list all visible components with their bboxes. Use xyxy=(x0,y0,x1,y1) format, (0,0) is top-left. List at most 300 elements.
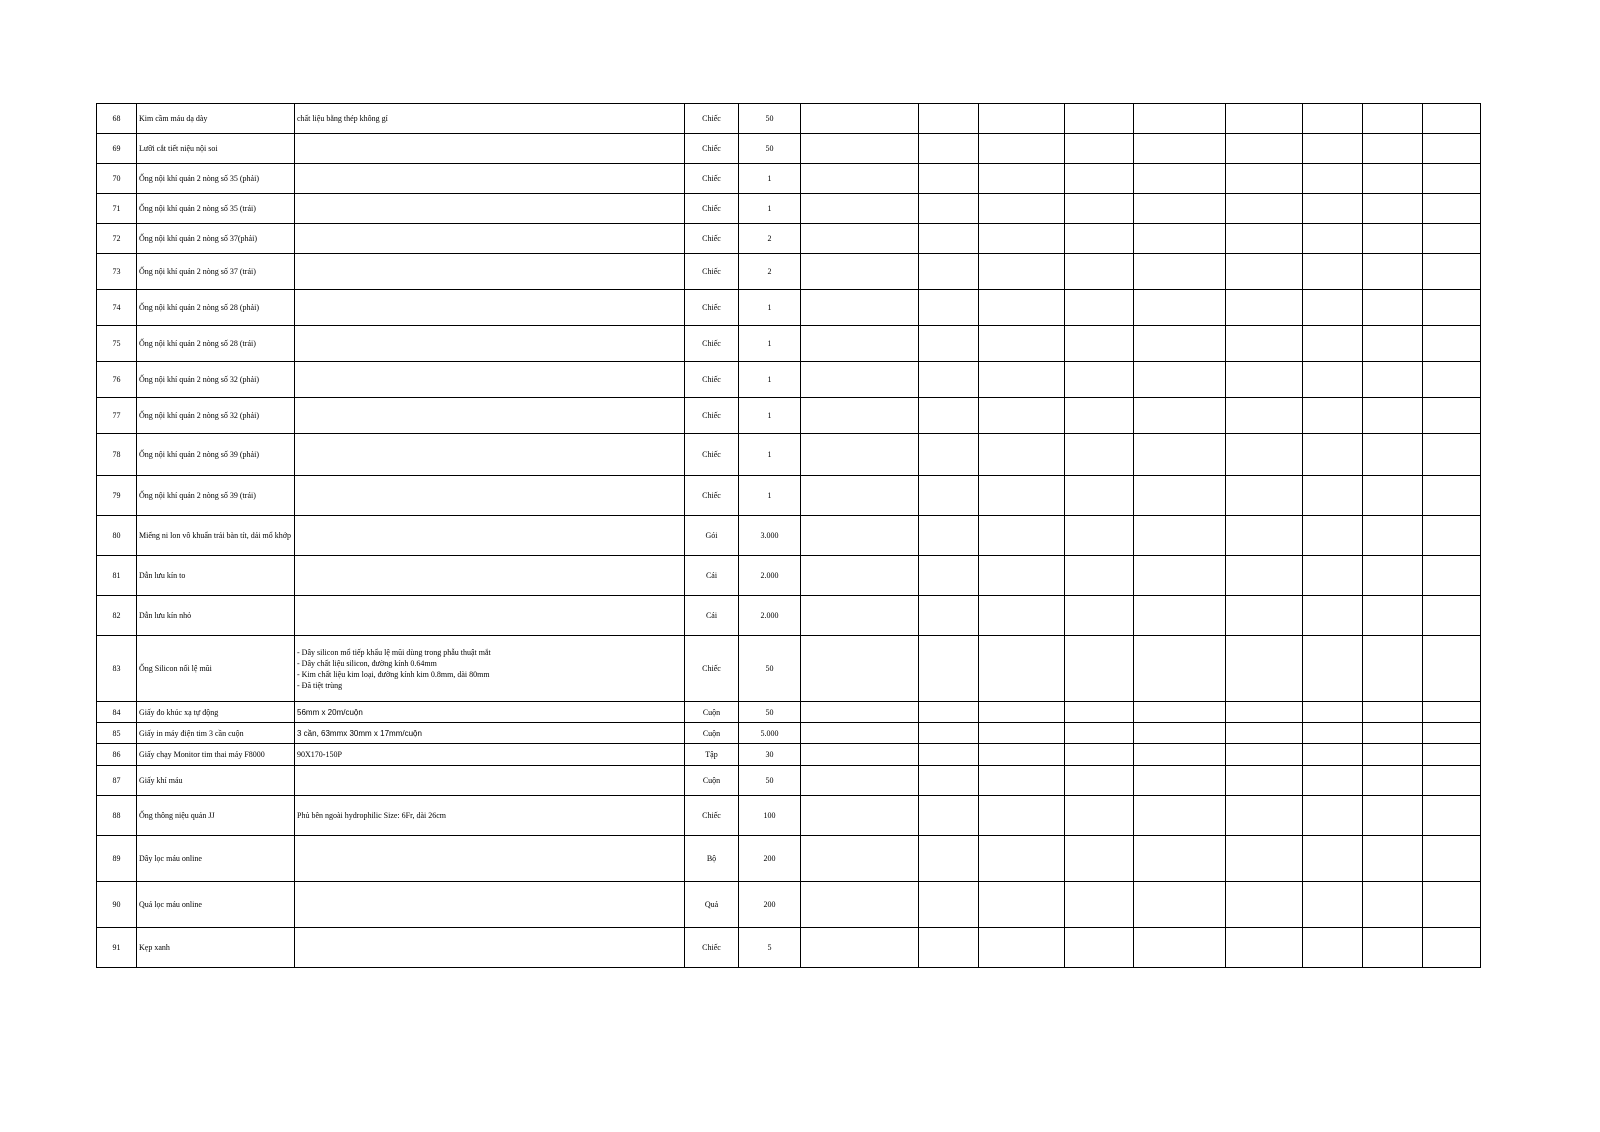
empty-cell xyxy=(1303,224,1363,254)
empty-cell xyxy=(801,134,919,164)
table-row xyxy=(97,882,1481,928)
item-description xyxy=(295,194,685,224)
empty-cell xyxy=(1134,362,1226,398)
empty-cell xyxy=(1363,556,1423,596)
item-description: 90X170-150P xyxy=(295,744,685,766)
item-unit: Chiếc xyxy=(685,398,739,434)
empty-cell xyxy=(979,723,1065,744)
row-number: 80 xyxy=(97,516,137,556)
item-name: Ống nội khí quản 2 nòng số 37(phải) xyxy=(137,224,295,254)
item-description: chất liệu bằng thép không gỉ xyxy=(295,104,685,134)
empty-cell xyxy=(1303,194,1363,224)
empty-cell xyxy=(1363,596,1423,636)
empty-cell xyxy=(1134,194,1226,224)
empty-cell xyxy=(801,516,919,556)
item-description xyxy=(295,164,685,194)
row-number: 71 xyxy=(97,194,137,224)
item-name: Giấy chạy Monitor tim thai máy F8000 xyxy=(137,744,295,766)
empty-cell xyxy=(979,796,1065,836)
empty-cell xyxy=(919,434,979,476)
empty-cell xyxy=(1226,836,1303,882)
empty-cell xyxy=(1226,516,1303,556)
item-description xyxy=(295,326,685,362)
empty-cell xyxy=(1423,134,1481,164)
row-number: 84 xyxy=(97,702,137,723)
empty-cell xyxy=(979,164,1065,194)
item-description xyxy=(295,398,685,434)
empty-cell xyxy=(1065,434,1134,476)
table-row xyxy=(97,194,1481,224)
item-name: Ống nội khí quản 2 nòng số 32 (phải) xyxy=(137,362,295,398)
empty-cell xyxy=(919,723,979,744)
empty-cell xyxy=(1303,596,1363,636)
empty-cell xyxy=(1065,744,1134,766)
empty-cell xyxy=(801,636,919,702)
row-number: 81 xyxy=(97,556,137,596)
item-name: Ống nội khí quản 2 nòng số 39 (trái) xyxy=(137,476,295,516)
empty-cell xyxy=(919,398,979,434)
empty-cell xyxy=(1423,398,1481,434)
empty-cell xyxy=(1303,476,1363,516)
item-name: Giấy in máy điện tim 3 cần cuộn xyxy=(137,723,295,744)
empty-cell xyxy=(1423,290,1481,326)
empty-cell xyxy=(1423,836,1481,882)
empty-cell xyxy=(1226,556,1303,596)
empty-cell xyxy=(1226,596,1303,636)
empty-cell xyxy=(1134,723,1226,744)
empty-cell xyxy=(979,702,1065,723)
item-quantity: 50 xyxy=(739,766,801,796)
empty-cell xyxy=(1065,766,1134,796)
empty-cell xyxy=(801,104,919,134)
empty-cell xyxy=(919,766,979,796)
item-unit: Cái xyxy=(685,596,739,636)
empty-cell xyxy=(1065,104,1134,134)
table-row xyxy=(97,723,1481,744)
empty-cell xyxy=(1363,224,1423,254)
empty-cell xyxy=(979,134,1065,164)
empty-cell xyxy=(1423,766,1481,796)
empty-cell xyxy=(801,723,919,744)
empty-cell xyxy=(801,326,919,362)
item-name: Giấy khí máu xyxy=(137,766,295,796)
empty-cell xyxy=(1134,766,1226,796)
empty-cell xyxy=(979,836,1065,882)
empty-cell xyxy=(1134,476,1226,516)
empty-cell xyxy=(801,398,919,434)
empty-cell xyxy=(801,164,919,194)
item-unit: Cái xyxy=(685,556,739,596)
item-quantity: 2 xyxy=(739,224,801,254)
empty-cell xyxy=(1226,104,1303,134)
empty-cell xyxy=(1363,928,1423,968)
table-row xyxy=(97,134,1481,164)
empty-cell xyxy=(801,194,919,224)
empty-cell xyxy=(919,596,979,636)
empty-cell xyxy=(1134,596,1226,636)
table-row xyxy=(97,434,1481,476)
item-description xyxy=(295,516,685,556)
row-number: 82 xyxy=(97,596,137,636)
table-row xyxy=(97,836,1481,882)
item-name: Ống nội khí quản 2 nòng số 35 (trái) xyxy=(137,194,295,224)
empty-cell xyxy=(919,476,979,516)
item-name: Ống nội khí quản 2 nòng số 35 (phải) xyxy=(137,164,295,194)
item-description: 56mm x 20m/cuộn xyxy=(295,702,685,723)
row-number: 69 xyxy=(97,134,137,164)
item-quantity: 1 xyxy=(739,164,801,194)
empty-cell xyxy=(1226,224,1303,254)
empty-cell xyxy=(1423,362,1481,398)
empty-cell xyxy=(1226,796,1303,836)
empty-cell xyxy=(1226,702,1303,723)
empty-cell xyxy=(1423,636,1481,702)
row-number: 70 xyxy=(97,164,137,194)
empty-cell xyxy=(1303,556,1363,596)
empty-cell xyxy=(1363,702,1423,723)
empty-cell xyxy=(1134,516,1226,556)
item-name: Dẫn lưu kín nhỏ xyxy=(137,596,295,636)
item-unit: Bộ xyxy=(685,836,739,882)
item-name: Kẹp xanh xyxy=(137,928,295,968)
empty-cell xyxy=(1363,164,1423,194)
table-row xyxy=(97,796,1481,836)
empty-cell xyxy=(1423,516,1481,556)
item-quantity: 1 xyxy=(739,398,801,434)
empty-cell xyxy=(801,882,919,928)
table-row xyxy=(97,398,1481,434)
empty-cell xyxy=(1363,326,1423,362)
empty-cell xyxy=(919,702,979,723)
row-number: 89 xyxy=(97,836,137,882)
item-name: Giấy đo khúc xạ tự động xyxy=(137,702,295,723)
empty-cell xyxy=(1065,134,1134,164)
row-number: 72 xyxy=(97,224,137,254)
empty-cell xyxy=(1363,882,1423,928)
row-number: 91 xyxy=(97,928,137,968)
empty-cell xyxy=(1226,290,1303,326)
row-number: 68 xyxy=(97,104,137,134)
empty-cell xyxy=(1423,164,1481,194)
empty-cell xyxy=(1423,556,1481,596)
item-unit: Chiếc xyxy=(685,636,739,702)
row-number: 85 xyxy=(97,723,137,744)
empty-cell xyxy=(1226,398,1303,434)
row-number: 76 xyxy=(97,362,137,398)
table-row xyxy=(97,254,1481,290)
empty-cell xyxy=(1303,636,1363,702)
empty-cell xyxy=(919,134,979,164)
item-quantity: 2.000 xyxy=(739,556,801,596)
table-row xyxy=(97,476,1481,516)
empty-cell xyxy=(1423,744,1481,766)
empty-cell xyxy=(1065,164,1134,194)
item-unit: Chiếc xyxy=(685,104,739,134)
empty-cell xyxy=(1134,326,1226,362)
empty-cell xyxy=(1363,796,1423,836)
table-row xyxy=(97,104,1481,134)
empty-cell xyxy=(1065,224,1134,254)
empty-cell xyxy=(1423,326,1481,362)
item-unit: Chiếc xyxy=(685,224,739,254)
empty-cell xyxy=(1303,723,1363,744)
empty-cell xyxy=(979,254,1065,290)
empty-cell xyxy=(1065,636,1134,702)
item-description xyxy=(295,224,685,254)
empty-cell xyxy=(1363,398,1423,434)
empty-cell xyxy=(1134,836,1226,882)
empty-cell xyxy=(1423,104,1481,134)
item-name: Ống nội khí quản 2 nòng số 32 (phải) xyxy=(137,398,295,434)
empty-cell xyxy=(1303,744,1363,766)
empty-cell xyxy=(1134,882,1226,928)
empty-cell xyxy=(1065,723,1134,744)
table-row xyxy=(97,516,1481,556)
table-row xyxy=(97,766,1481,796)
table-row xyxy=(97,636,1481,702)
empty-cell xyxy=(1065,836,1134,882)
empty-cell xyxy=(1065,596,1134,636)
item-quantity: 1 xyxy=(739,290,801,326)
row-number: 88 xyxy=(97,796,137,836)
item-unit: Chiếc xyxy=(685,434,739,476)
empty-cell xyxy=(979,516,1065,556)
row-number: 77 xyxy=(97,398,137,434)
empty-cell xyxy=(1065,398,1134,434)
empty-cell xyxy=(1065,516,1134,556)
row-number: 78 xyxy=(97,434,137,476)
empty-cell xyxy=(1303,326,1363,362)
item-name: Ống nội khí quản 2 nòng số 28 (trái) xyxy=(137,326,295,362)
empty-cell xyxy=(801,796,919,836)
item-quantity: 200 xyxy=(739,882,801,928)
empty-cell xyxy=(801,254,919,290)
empty-cell xyxy=(1303,134,1363,164)
empty-cell xyxy=(979,434,1065,476)
item-unit: Chiếc xyxy=(685,476,739,516)
empty-cell xyxy=(1303,702,1363,723)
item-quantity: 1 xyxy=(739,194,801,224)
item-quantity: 5.000 xyxy=(739,723,801,744)
empty-cell xyxy=(1303,434,1363,476)
empty-cell xyxy=(979,882,1065,928)
item-quantity: 2 xyxy=(739,254,801,290)
empty-cell xyxy=(919,224,979,254)
empty-cell xyxy=(801,224,919,254)
empty-cell xyxy=(801,702,919,723)
empty-cell xyxy=(979,104,1065,134)
empty-cell xyxy=(979,476,1065,516)
item-unit: Chiếc xyxy=(685,134,739,164)
empty-cell xyxy=(979,744,1065,766)
empty-cell xyxy=(1363,476,1423,516)
item-unit: Chiếc xyxy=(685,326,739,362)
item-unit: Cuộn xyxy=(685,766,739,796)
item-unit: Chiếc xyxy=(685,164,739,194)
item-description xyxy=(295,836,685,882)
empty-cell xyxy=(1134,398,1226,434)
empty-cell xyxy=(1226,326,1303,362)
empty-cell xyxy=(801,928,919,968)
empty-cell xyxy=(979,928,1065,968)
row-number: 87 xyxy=(97,766,137,796)
empty-cell xyxy=(919,254,979,290)
item-quantity: 50 xyxy=(739,134,801,164)
table-row xyxy=(97,164,1481,194)
empty-cell xyxy=(979,326,1065,362)
empty-cell xyxy=(979,556,1065,596)
item-unit: Chiếc xyxy=(685,362,739,398)
table-row xyxy=(97,290,1481,326)
row-number: 79 xyxy=(97,476,137,516)
empty-cell xyxy=(801,596,919,636)
empty-cell xyxy=(979,398,1065,434)
materials-table xyxy=(96,103,1481,968)
item-description xyxy=(295,766,685,796)
item-description xyxy=(295,362,685,398)
row-number: 90 xyxy=(97,882,137,928)
empty-cell xyxy=(1423,928,1481,968)
empty-cell xyxy=(1134,434,1226,476)
item-unit: Cuộn xyxy=(685,723,739,744)
item-unit: Cuộn xyxy=(685,702,739,723)
item-quantity: 1 xyxy=(739,476,801,516)
empty-cell xyxy=(1303,516,1363,556)
item-description xyxy=(295,556,685,596)
empty-cell xyxy=(1226,636,1303,702)
empty-cell xyxy=(1363,254,1423,290)
empty-cell xyxy=(1065,796,1134,836)
table-row xyxy=(97,224,1481,254)
empty-cell xyxy=(1065,928,1134,968)
empty-cell xyxy=(1363,766,1423,796)
empty-cell xyxy=(1363,104,1423,134)
empty-cell xyxy=(919,882,979,928)
item-name: Quả lọc máu online xyxy=(137,882,295,928)
empty-cell xyxy=(919,796,979,836)
empty-cell xyxy=(1363,836,1423,882)
item-quantity: 30 xyxy=(739,744,801,766)
table-row xyxy=(97,744,1481,766)
item-name: Lưỡi cắt tiết niệu nội soi xyxy=(137,134,295,164)
item-unit: Quả xyxy=(685,882,739,928)
item-name: Ống nội khí quản 2 nòng số 39 (phải) xyxy=(137,434,295,476)
empty-cell xyxy=(1065,290,1134,326)
empty-cell xyxy=(1363,134,1423,164)
empty-cell xyxy=(801,556,919,596)
empty-cell xyxy=(1226,744,1303,766)
empty-cell xyxy=(1226,194,1303,224)
table-row xyxy=(97,928,1481,968)
empty-cell xyxy=(1134,104,1226,134)
empty-cell xyxy=(1423,224,1481,254)
item-unit: Chiếc xyxy=(685,290,739,326)
empty-cell xyxy=(1226,164,1303,194)
item-description xyxy=(295,134,685,164)
item-name: Dây lọc máu online xyxy=(137,836,295,882)
row-number: 75 xyxy=(97,326,137,362)
item-description xyxy=(295,254,685,290)
empty-cell xyxy=(919,326,979,362)
empty-cell xyxy=(1303,766,1363,796)
empty-cell xyxy=(919,194,979,224)
item-name: Ống nội khí quản 2 nòng số 37 (trái) xyxy=(137,254,295,290)
table-row xyxy=(97,556,1481,596)
empty-cell xyxy=(1065,254,1134,290)
item-quantity: 100 xyxy=(739,796,801,836)
item-unit: Chiếc xyxy=(685,928,739,968)
empty-cell xyxy=(1363,636,1423,702)
empty-cell xyxy=(1423,596,1481,636)
empty-cell xyxy=(1134,556,1226,596)
empty-cell xyxy=(1065,882,1134,928)
empty-cell xyxy=(1363,723,1423,744)
empty-cell xyxy=(1226,254,1303,290)
item-quantity: 50 xyxy=(739,104,801,134)
item-quantity: 200 xyxy=(739,836,801,882)
item-description: - Dây silicon mổ tiếp khẩu lệ mũi dùng trong phẫu thuật mắt - Dây chất liệu silicon, đường kính 0.64mm - Kim chất liệu kim loại, đường kính kim 0.8mm, dài 80mm - Đã tiệt trùng xyxy=(295,636,685,702)
empty-cell xyxy=(1134,134,1226,164)
empty-cell xyxy=(1303,398,1363,434)
item-quantity: 50 xyxy=(739,702,801,723)
item-name: Ống Silicon nối lệ mũi xyxy=(137,636,295,702)
item-unit: Chiếc xyxy=(685,254,739,290)
empty-cell xyxy=(801,362,919,398)
empty-cell xyxy=(1423,194,1481,224)
empty-cell xyxy=(1423,796,1481,836)
empty-cell xyxy=(1423,476,1481,516)
empty-cell xyxy=(1303,362,1363,398)
item-quantity: 3.000 xyxy=(739,516,801,556)
empty-cell xyxy=(979,194,1065,224)
item-description xyxy=(295,928,685,968)
item-description xyxy=(295,596,685,636)
empty-cell xyxy=(1065,476,1134,516)
empty-cell xyxy=(801,434,919,476)
empty-cell xyxy=(1363,290,1423,326)
row-number: 83 xyxy=(97,636,137,702)
empty-cell xyxy=(1423,434,1481,476)
empty-cell xyxy=(801,744,919,766)
item-quantity: 5 xyxy=(739,928,801,968)
item-description xyxy=(295,476,685,516)
empty-cell xyxy=(1134,164,1226,194)
item-description xyxy=(295,290,685,326)
item-description xyxy=(295,882,685,928)
empty-cell xyxy=(1226,882,1303,928)
item-name: Kim cầm máu dạ dày xyxy=(137,104,295,134)
item-description: 3 cần, 63mmx 30mm x 17mm/cuộn xyxy=(295,723,685,744)
empty-cell xyxy=(1363,516,1423,556)
empty-cell xyxy=(1065,326,1134,362)
empty-cell xyxy=(1226,766,1303,796)
table-row xyxy=(97,326,1481,362)
empty-cell xyxy=(979,362,1065,398)
empty-cell xyxy=(979,224,1065,254)
empty-cell xyxy=(801,836,919,882)
empty-cell xyxy=(919,928,979,968)
empty-cell xyxy=(919,836,979,882)
empty-cell xyxy=(1423,723,1481,744)
item-name: Miếng ni lon vô khuẩn trải bàn tít, dải mổ khớp xyxy=(137,516,295,556)
empty-cell xyxy=(979,766,1065,796)
empty-cell xyxy=(1134,928,1226,968)
empty-cell xyxy=(919,104,979,134)
empty-cell xyxy=(1065,194,1134,224)
empty-cell xyxy=(1303,164,1363,194)
empty-cell xyxy=(1226,434,1303,476)
empty-cell xyxy=(1303,882,1363,928)
